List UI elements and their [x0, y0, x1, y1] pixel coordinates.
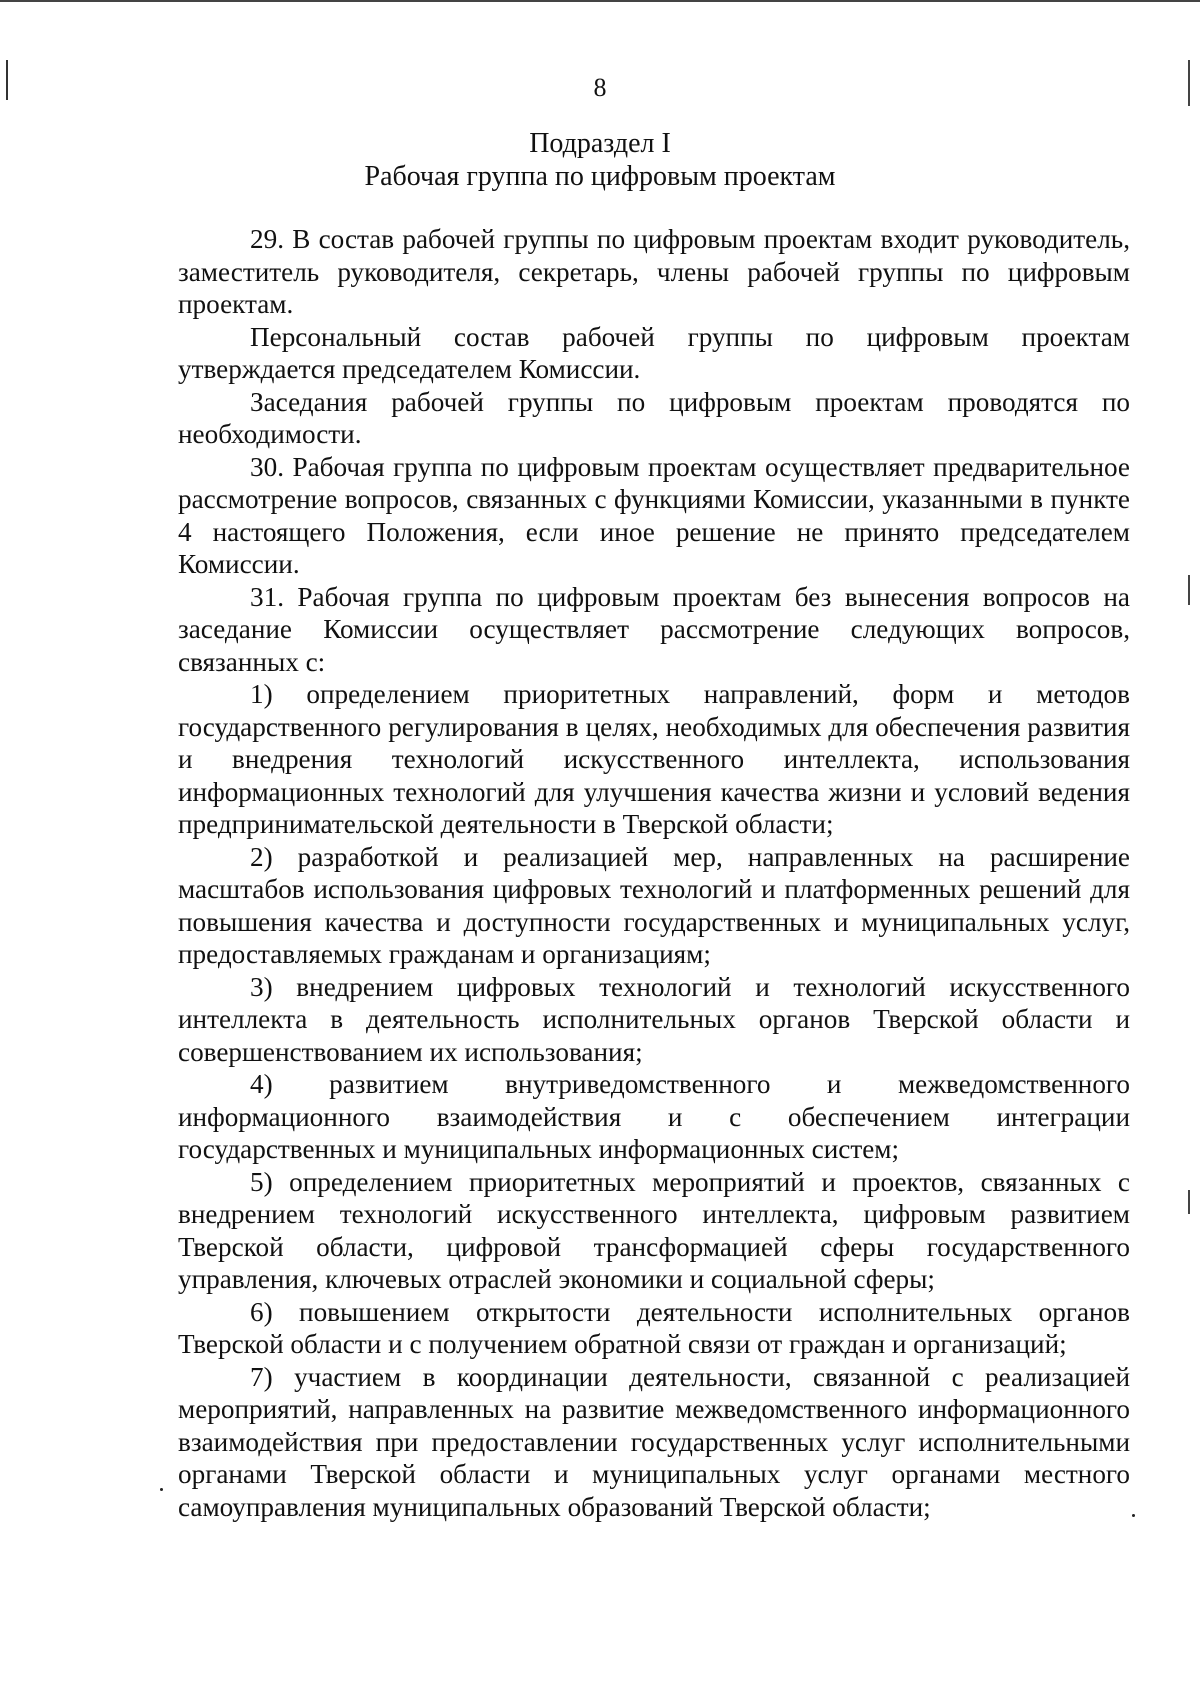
working-group-title: Рабочая группа по цифровым проектам — [364, 161, 836, 192]
paragraph-meetings: Заседания рабочей группы по цифровым проектам проводятся по необходимости. — [178, 386, 1130, 449]
page-number: 8 — [593, 73, 607, 102]
scan-right-edge-mark — [1188, 1190, 1190, 1214]
list-item-2: 2) разработкой и реализацией мер, направленных на расширение масштабов использования цифровых технологий и платформенных решений для повышения качества и доступности государственных и муниципальных услуг, предоставляемых гражданам и организациям; — [178, 841, 1130, 969]
scan-speck — [160, 1488, 163, 1491]
paragraph-30: 30. Рабочая группа по цифровым проектам осуществляет предварительное рассмотрение вопросов, связанных с функциями Комиссии, указанными в пункте 4 настоящего Положения, если иное решение не принято председателем Комиссии. — [178, 451, 1130, 579]
scan-top-edge — [0, 0, 1200, 2]
list-item-4: 4) развитием внутриведомственного и межведомственного информационного взаимодействия и с обеспечением интеграции государственных и муниципальных информационных систем; — [178, 1069, 1130, 1164]
paragraph-personal-composition: Персональный состав рабочей группы по цифровым проектам утверждается председателем Комиссии. — [178, 321, 1130, 384]
subsection-title: Подраздел I — [529, 128, 671, 159]
scan-speck — [1132, 1514, 1135, 1517]
list-item-6: 6) повышением открытости деятельности исполнительных органов Тверской области и с получением обратной связи от граждан и организаций; — [178, 1296, 1130, 1359]
list-item-5: 5) определением приоритетных мероприятий и проектов, связанных с внедрением технологий искусственного интеллекта, цифровым развитием Тверской области, цифровой трансформацией сферы государственного управления, ключевых отраслей экономики и социальной сферы; — [178, 1166, 1130, 1294]
list-item-3: 3) внедрением цифровых технологий и технологий искусственного интеллекта в деятельность исполнительных органов Тверской области и совершенствованием их использования; — [178, 971, 1130, 1067]
document-body — [178, 223, 1130, 1523]
paragraph-29: 29. В состав рабочей группы по цифровым проектам входит руководитель, заместитель руководителя, секретарь, члены рабочей группы по цифровым проектам. — [178, 224, 1130, 319]
scan-right-edge-mark — [1188, 575, 1190, 605]
list-item-1: 1) определением приоритетных направлений, форм и методов государственного регулирования в целях, необходимых для обеспечения развития и внедрения технологий искусственного интеллекта, использования информационных технологий для улучшения качества жизни и условий ведения предпринимательской деятельности в Тверской области; — [178, 679, 1130, 839]
list-item-7: 7) участием в координации деятельности, связанной с реализацией мероприятий, направленных на развитие межведомственного информационного взаимодействия при предоставлении государственных услуг исполнительными органами Тверской области и муниципальных услуг органами местного самоуправления муниципальных образований Тверской области; — [178, 1361, 1130, 1522]
paragraph-31: 31. Рабочая группа по цифровым проектам без вынесения вопросов на заседание Комиссии осуществляет рассмотрение следующих вопросов, связанных с: — [178, 581, 1130, 677]
